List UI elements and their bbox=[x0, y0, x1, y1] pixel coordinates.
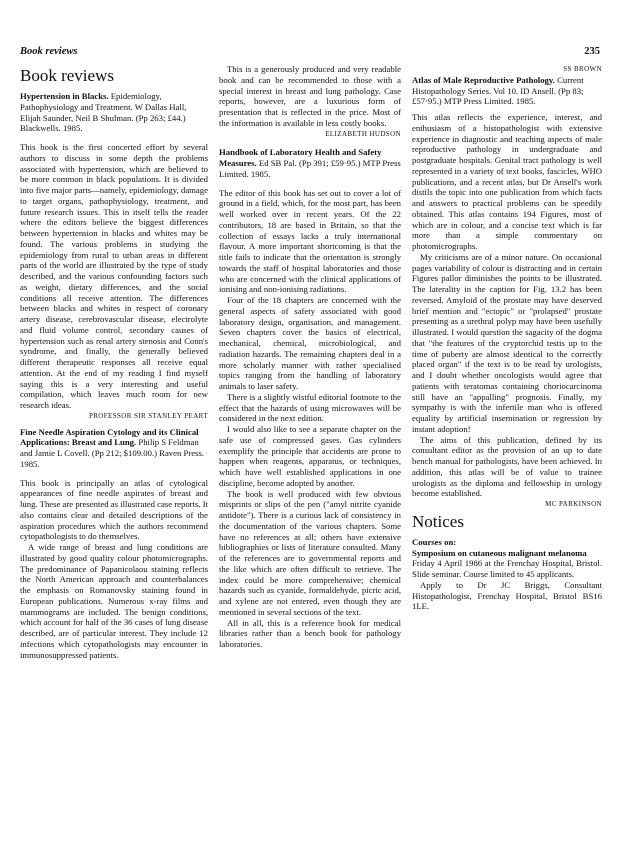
review-citation bbox=[219, 147, 401, 179]
review-paragraph: My criticisms are of a minor nature. On occasional pages variability of colour is distracting and in certain Figures pallor diminishes the points to be illustrated. The laterality in the caption for Fig. 13.2 has been reversed. Amyloid of the prostate may have deserved brief mention and "ectopic" or "prolapsed" prostate presenting as a urethral polyp may have been usefully illustrated. I would question the sagacity of the dogma that "the features of the cryptorchid testis up to the time of puberty are almost identical to the correctly placed organ" if the text is to be read by urologists, and I doubt whether oncologists would agree that patients with teratomas containing choriocarcinoma still have an "appalling" prognosis. Finally, my sympathy is with the infertile man who is offered equality by artificial insemination or regression by instant adoption! bbox=[412, 251, 602, 434]
course-title: Symposium on cutaneous malignant melanoma bbox=[412, 547, 587, 558]
review-book-title: Hypertension in Blacks. bbox=[20, 91, 109, 101]
review-paragraph: Four of the 18 chapters are concerned with the general aspects of safety associated with good laboratory design, organisation, and management. Seven chapters cover the basics of electrical, mechanical, chemical, microbiological, and radiation hazards. The remaining chapters deal in a more scholarly manner with rather specialised topics ranging from the handling of laboratory animals to laser safety. bbox=[219, 295, 401, 391]
running-head bbox=[20, 46, 600, 60]
review-paragraph: This book is principally an atlas of cytological appearances of fine needle aspirates of breast and lung. These are presented as illustrated case reports. It also contains clear and detailed descriptions of the aspiration procedures which the authors recommend cytopathologists to do themselves. bbox=[20, 477, 208, 542]
section-title: Book reviews bbox=[20, 66, 114, 85]
review-book-details: Ed SB Pal. (Pp 391; £59·95.) MTP Press Limited. 1985. bbox=[219, 158, 401, 179]
reviewer-name: ELIZABETH HUDSON bbox=[325, 129, 401, 138]
review-citation bbox=[20, 427, 208, 470]
column-1 bbox=[20, 64, 208, 660]
reviewer-name: MC PARKINSON bbox=[545, 500, 602, 508]
review-book-title: Atlas of Male Reproductive Pathology. bbox=[412, 74, 555, 85]
review-book-title: Handbook of Laboratory Health and Safety Measures. bbox=[219, 147, 382, 168]
review-paragraph: This atlas reflects the experience, interest, and enthusiasm of a histopathologist with extensive experience in diagnostic and teaching aspects of male reproductive pathology in undergraduate and postgraduate hospitals. Genital tract pathology is well represented in a variety of text books, fascicles, WHO publications, and a recent atlas, but Dr Ansell's work distils the topic into one publication from which facts and answers to practical problems can be speedily obtained. This atlas contains 194 Figures, most of which are in colour, and a concise text which is far more than a simple commentary on photomicrographs. bbox=[412, 112, 602, 251]
review-book-details: Epidemiology, Pathophysiology and Treatment. W Dallas Hall, Elijah Saunder, Neil B Shulman. (Pp 263; £44.) Blackwells. 1985. bbox=[20, 91, 187, 134]
review-paragraph: I would also like to see a separate chapter on the safe use of compressed gases. Gas cylinders exemplify the principle that accidents are prone to happen when reagents, apparatus, or techniques, which have well established applications in one discipline, become adopted by another. bbox=[219, 424, 401, 488]
review-paragraph: All in all, this is a reference book for medical libraries rather than a bench book for pathology laboratories. bbox=[219, 617, 401, 649]
reviewer-name: SS BROWN bbox=[563, 65, 602, 73]
review-citation bbox=[20, 91, 208, 134]
review-book-details: Philip S Feldman and Jamie L Covell. (Pp 212; $109.00.) Raven Press. 1985. bbox=[20, 437, 205, 469]
notices-title: Notices bbox=[412, 511, 464, 531]
review-paragraph: A wide range of breast and lung conditions are illustrated by good quality colour photomicrographs. The predominance of Papanicolaou staining reflects the North American approach and counterbalances the emphasis on Romanovsky staining found in European publications. Numerous x-ray films and mammograms are included. The benign conditions, which account for half of the 36 cases of lung disease described, are of particular interest. They include 12 infections which cytopathologists may encounter in immunosuppressed patients. bbox=[20, 542, 208, 660]
review-book-title: Fine Needle Aspiration Cytology and its Clinical Applications: Breast and Lung. bbox=[20, 426, 199, 448]
review-paragraph: This is a generously produced and very readable book and can be recommended to those with a special interest in breast and lung pathology. Case reports, however, are a luxurious form of presentation that is reflected in the price. Most of the information is available in less costly books. bbox=[219, 64, 401, 128]
courses-label: Courses on: bbox=[412, 536, 457, 547]
review-book-details: Current Histopathology Series. Vol 10. ID Ansell. (Pp 83; £57·95.) MTP Press Limited. 1985. bbox=[412, 74, 584, 107]
notice-paragraph: Friday 4 April 1986 at the Frenchay Hospital, Bristol. Slide seminar. Course limited to 45 applicants. bbox=[412, 558, 602, 579]
page-number: 235 bbox=[584, 46, 600, 57]
review-paragraph: This book is the first concerted effort by several authors to discuss in some depth the problems associated with hypertension, which are believed to be more common in black populations. It is divided into five major parts—namely, epidemiology, damage to target organs, pathophysiology, treatment, and future research issues. This in itself tells the reader where the editors believe the biggest differences between hypertension in blacks and whites may be found. The various problems in studying the epidemiology from rural to urban areas in different parts of the world are illustrated by the type of study described, and the various confounding factors such as weight, dietary differences, and the social conditions all receive attention. The differences between blacks and whites in respect of coronary artery disease, cerebrovascular disease, electrolyte and fluid volume control, secondary causes of hypertension such as renal artery stenosis and Conn's syndrome, and finally, the generally believed different therapeutic responses all receive equal attention. At the end of my reading I find myself saying this is a very interesting and useful compilation, which leaves much room for new research ideas. bbox=[20, 142, 208, 410]
running-head-section: Book reviews bbox=[20, 46, 78, 57]
review-citation bbox=[412, 75, 602, 107]
reviewer-name: PROFESSOR SIR STANLEY PEART bbox=[88, 411, 208, 420]
review-paragraph: There is a slightly wistful editorial footnote to the effect that the hazards of using microwaves will be considered in the next edition. bbox=[219, 391, 401, 424]
review-paragraph: The book is well produced with few obvious misprints or slips of the pen ("amyl nitrite cyanide antidote"). There is a curious lack of consistency in the documentation of the various chapters. Some have no references at all; others have extensive bibliographies or lists of literature consulted. Many of the references are to governmental reports and the like which are often difficult to retrieve. The index could be more comprehensive; chemical hazards such as cyanide, formaldehyde, picric acid, and xylene are not entered, even though they are mentioned in several sections of the text. bbox=[219, 488, 401, 617]
column-3 bbox=[412, 64, 602, 612]
review-paragraph: The aims of this publication, defined by its consultant editor as the provision of an up to date bench manual for pathologists, have been achieved. In addition, this atlas will be of value to trainee urologists as the diploma and fellowship in urology become established. bbox=[412, 434, 602, 499]
column-2 bbox=[219, 64, 401, 650]
notice-paragraph: Apply to Dr JC Briggs, Consultant Histopathologist, Frenchay Hospital, Bristol BS16 1LE. bbox=[412, 579, 602, 612]
review-paragraph: The editor of this book has set out to cover a lot of ground in a field, which, for the most part, has been well worked over in recent years. Of the 22 contributors, 18 are based in Britain, so that the collection of essays lacks a truly international flavour. A more important shortcoming is that the title fails to indicate that the orientation is strongly towards the staff of hospital laboratories and those who are concerned with the clinical applications of ionising and non-ionising radiations. bbox=[219, 187, 401, 295]
